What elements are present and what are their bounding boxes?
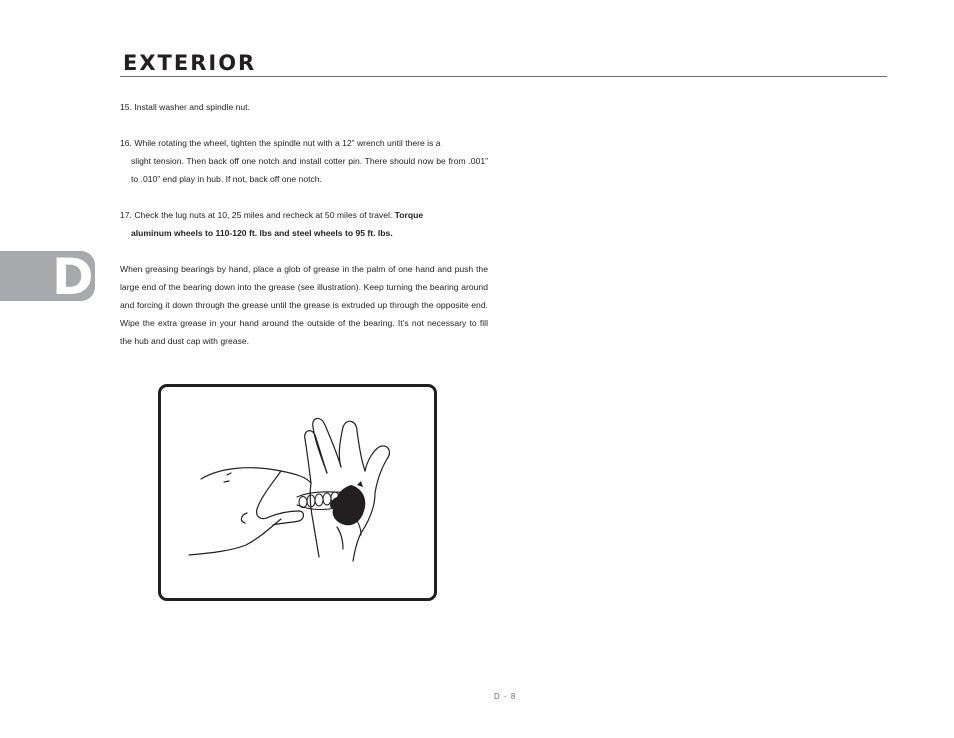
greasing-note: When greasing bearings by hand, place a glob of grease in the palm of one hand and push the large end of the bearing down into the grease (see illustration). Keep turning the bearing around and forcing it down through the grease until the grease is extruded up through the opposite end. Wipe the extra grease in your hand around the outside of the bearing. It’s not necessary to fill the hub and dust cap with grease. — [120, 264, 488, 346]
page-title: EXTERIOR — [123, 51, 257, 75]
step-17-torque-spec: aluminum wheels to 110-120 ft. lbs and steel wheels to 95 ft. lbs. — [131, 228, 393, 238]
title-rule — [120, 76, 887, 77]
hand-greasing-bearing-illustration — [161, 387, 434, 598]
step-16-rest: slight tension. Then back off one notch and install cotter pin. There should now be from .001” to .010” end play in hub. If not, back off one notch. — [131, 156, 488, 184]
illustration-frame — [158, 384, 437, 601]
step-17-line1: 17. Check the lug nuts at 10, 25 miles and recheck at 50 miles of travel. — [120, 210, 395, 220]
section-tab-letter: D — [52, 248, 94, 306]
step-17 — [120, 206, 488, 242]
step-17-torque: Torque — [394, 210, 424, 220]
step-16-line1: 16. While rotating the wheel, tighten the spindle nut with a 12” wrench until there is a — [120, 138, 441, 148]
page-number: D - 8 — [494, 692, 517, 701]
step-15: 15. Install washer and spindle nut. — [120, 102, 250, 112]
step-16 — [120, 134, 488, 188]
